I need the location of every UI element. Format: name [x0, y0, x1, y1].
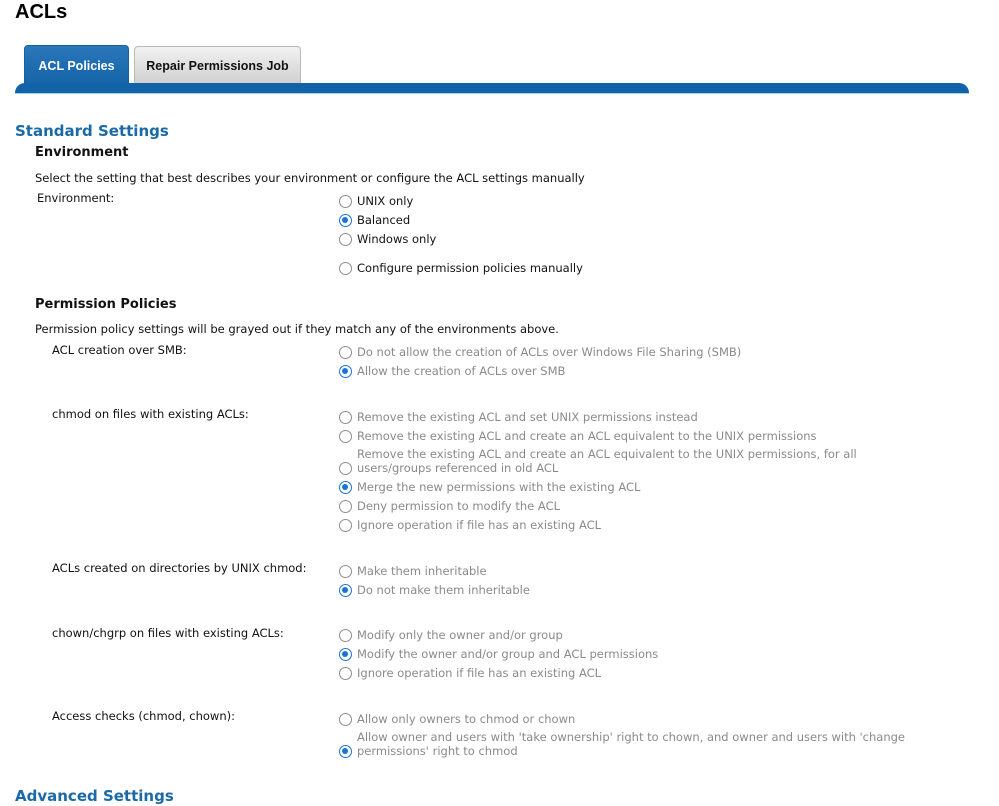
- radio-checked-icon: [339, 365, 352, 378]
- tab-strip: [15, 83, 969, 94]
- radio-chown-owner-only[interactable]: Modify only the owner and/or group: [339, 628, 563, 642]
- acls-directories-chmod-label: ACLs created on directories by UNIX chmod:: [52, 561, 307, 575]
- environment-label: Environment:: [37, 191, 115, 205]
- chmod-existing-acls-label: chmod on files with existing ACLs:: [52, 407, 249, 421]
- standard-settings-title: Standard Settings: [15, 122, 169, 140]
- radio-env-balanced[interactable]: Balanced: [339, 213, 410, 227]
- radio-unchecked-icon: [339, 411, 352, 424]
- radio-unchecked-icon: [339, 713, 352, 726]
- radio-env-configure-manually[interactable]: Configure permission policies manually: [339, 261, 583, 275]
- radio-unchecked-icon: [339, 629, 352, 642]
- radio-chown-owner-and-acl[interactable]: Modify the owner and/or group and ACL permissions: [339, 647, 658, 661]
- radio-env-windows-only[interactable]: Windows only: [339, 232, 436, 246]
- advanced-settings-title[interactable]: Advanced Settings: [15, 787, 174, 805]
- tab-acl-policies[interactable]: ACL Policies: [24, 45, 129, 85]
- radio-checked-icon: [339, 745, 352, 758]
- tab-bar: [15, 45, 969, 94]
- radio-checked-icon: [339, 481, 352, 494]
- radio-unchecked-icon: [339, 667, 352, 680]
- radio-unchecked-icon: [339, 462, 352, 475]
- radio-access-owner-and-rights[interactable]: Allow owner and users with 'take ownership' right to chown, and owner and users with 'change permissions' right to chmod: [339, 730, 967, 758]
- radio-chmod-merge[interactable]: Merge the new permissions with the existing ACL: [339, 480, 640, 494]
- environment-description: Select the setting that best describes your environment or configure the ACL settings manually: [35, 171, 585, 185]
- radio-chmod-remove-create-equivalent[interactable]: Remove the existing ACL and create an ACL equivalent to the UNIX permissions: [339, 429, 817, 443]
- radio-dir-inheritable[interactable]: Make them inheritable: [339, 564, 487, 578]
- radio-unchecked-icon: [339, 346, 352, 359]
- radio-unchecked-icon: [339, 430, 352, 443]
- permission-policies-title: Permission Policies: [35, 297, 177, 312]
- radio-unchecked-icon: [339, 262, 352, 275]
- radio-smb-allow[interactable]: Allow the creation of ACLs over SMB: [339, 364, 565, 378]
- radio-checked-icon: [339, 584, 352, 597]
- radio-unchecked-icon: [339, 565, 352, 578]
- access-checks-label: Access checks (chmod, chown):: [52, 709, 235, 723]
- environment-title: Environment: [35, 145, 129, 160]
- radio-unchecked-icon: [339, 500, 352, 513]
- acl-creation-smb-label: ACL creation over SMB:: [52, 343, 187, 357]
- radio-unchecked-icon: [339, 233, 352, 246]
- radio-chown-ignore[interactable]: Ignore operation if file has an existing ACL: [339, 666, 601, 680]
- radio-smb-deny[interactable]: Do not allow the creation of ACLs over Windows File Sharing (SMB): [339, 345, 741, 359]
- radio-chmod-remove-create-all-users[interactable]: Remove the existing ACL and create an ACL equivalent to the UNIX permissions, for all users/groups referenced in old ACL: [339, 447, 927, 475]
- radio-unchecked-icon: [339, 195, 352, 208]
- radio-chmod-ignore[interactable]: Ignore operation if file has an existing ACL: [339, 518, 601, 532]
- radio-checked-icon: [339, 648, 352, 661]
- radio-chmod-deny[interactable]: Deny permission to modify the ACL: [339, 499, 560, 513]
- tab-repair-permissions-job[interactable]: Repair Permissions Job: [134, 46, 301, 84]
- permission-policies-description: Permission policy settings will be grayed out if they match any of the environments above.: [35, 322, 559, 336]
- radio-unchecked-icon: [339, 519, 352, 532]
- radio-dir-not-inheritable[interactable]: Do not make them inheritable: [339, 583, 530, 597]
- radio-access-owners-only[interactable]: Allow only owners to chmod or chown: [339, 712, 575, 726]
- chown-chgrp-label: chown/chgrp on files with existing ACLs:: [52, 626, 284, 640]
- radio-env-unix-only[interactable]: UNIX only: [339, 194, 413, 208]
- radio-checked-icon: [339, 214, 352, 227]
- page-title: ACLs: [15, 1, 68, 23]
- radio-chmod-remove-set-unix[interactable]: Remove the existing ACL and set UNIX permissions instead: [339, 410, 698, 424]
